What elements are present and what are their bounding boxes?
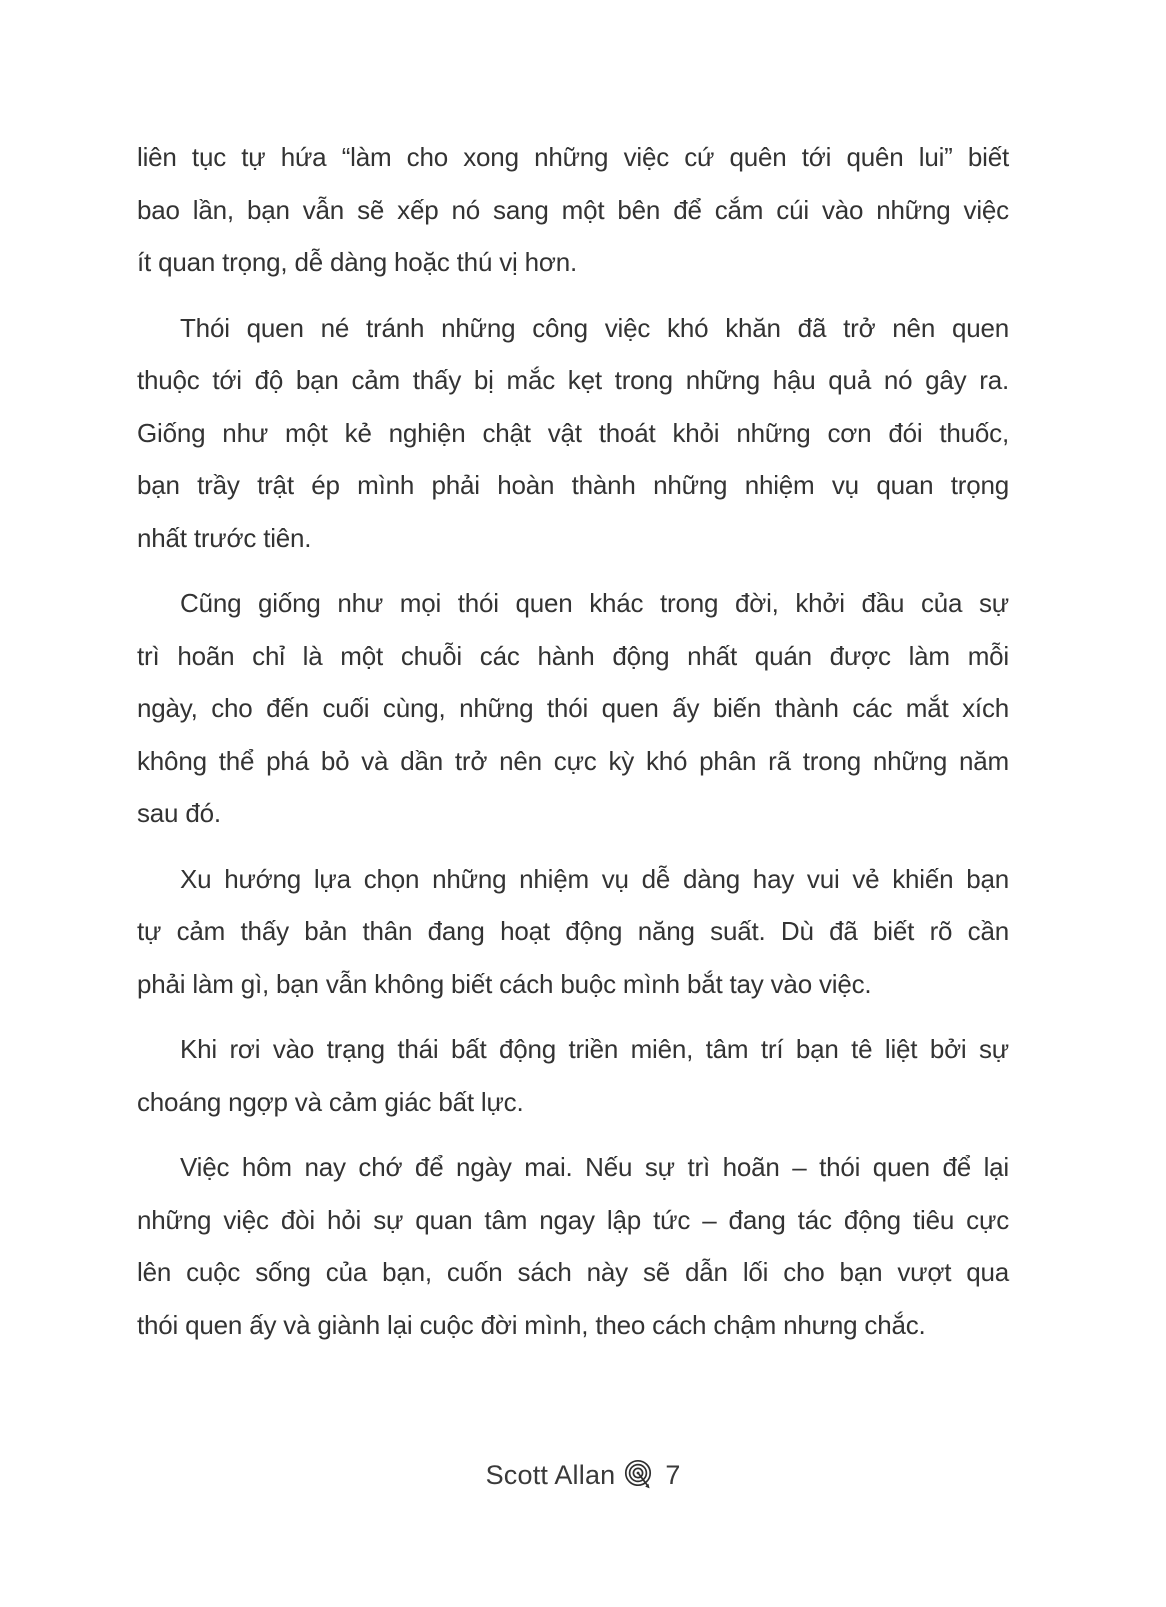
text-line: Cũng giống như mọi thói quen khác trong đời, khởi đầu của sự [180, 588, 1009, 618]
paragraph [137, 1023, 1009, 1128]
text-line: phải làm gì, bạn vẫn không biết cách buộc mình bắt tay vào việc. [137, 968, 872, 999]
text-line: bao lần, bạn vẫn sẽ xếp nó sang một bên để cắm cúi vào những việc [137, 194, 1009, 225]
text-line: ngày, cho đến cuối cùng, những thói quen ấy biến thành các mắt xích [137, 693, 1009, 723]
text-line: Việc hôm nay chớ để ngày mai. Nếu sự trì hoãn – thói quen để lại [180, 1152, 1009, 1182]
text-line: bạn trầy trật ép mình phải hoàn thành những nhiệm vụ quan trọng [137, 470, 1009, 500]
paragraph [137, 577, 1009, 840]
text-line: Khi rơi vào trạng thái bất động triền miên, tâm trí bạn tê liệt bởi sự [180, 1034, 1009, 1064]
text-line: sau đó. [137, 798, 221, 828]
page-footer [0, 1458, 1166, 1492]
text-line: Giống như một kẻ nghiện chật vật thoát khỏi những cơn đói thuốc, [137, 417, 1009, 448]
text-line: Xu hướng lựa chọn những nhiệm vụ dễ dàng hay vui vẻ khiến bạn [180, 863, 1009, 894]
text-line: thói quen ấy và giành lại cuộc đời mình, theo cách chậm nhưng chắc. [137, 1309, 926, 1340]
text-line: không thể phá bỏ và dần trở nên cực kỳ khó phân rã trong những năm [137, 745, 1009, 776]
text-line: lên cuộc sống của bạn, cuốn sách này sẽ dẫn lối cho bạn vượt qua [137, 1257, 1009, 1287]
text-line: thuộc tới độ bạn cảm thấy bị mắc kẹt trong những hậu quả nó gây ra. [137, 365, 1009, 395]
text-line: nhất trước tiên. [137, 522, 312, 553]
paragraph [137, 131, 1009, 289]
text-line: tự cảm thấy bản thân đang hoạt động năng suất. Dù đã biết rõ cần [137, 916, 1009, 946]
paragraph [137, 853, 1009, 1011]
text-line: trì hoãn chỉ là một chuỗi các hành động nhất quán được làm mỗi [137, 640, 1009, 671]
author-name: Scott Allan [485, 1459, 616, 1490]
text-line: Thói quen né tránh những công việc khó khăn đã trở nên quen [180, 312, 1009, 343]
paragraph [137, 302, 1009, 565]
text-line: choáng ngợp và cảm giác bất lực. [137, 1086, 524, 1117]
text-line: ít quan trọng, dễ dàng hoặc thú vị hơn. [137, 247, 578, 277]
page-text-block [137, 131, 1009, 1351]
page-number: 7 [665, 1459, 681, 1490]
target-arrow-icon [623, 1458, 655, 1492]
text-line: liên tục tự hứa “làm cho xong những việc cứ quên tới quên lui” biết [137, 142, 1009, 172]
paragraph [137, 1141, 1009, 1351]
text-line: những việc đòi hỏi sự quan tâm ngay lập tức – đang tác động tiêu cực [137, 1204, 1009, 1235]
